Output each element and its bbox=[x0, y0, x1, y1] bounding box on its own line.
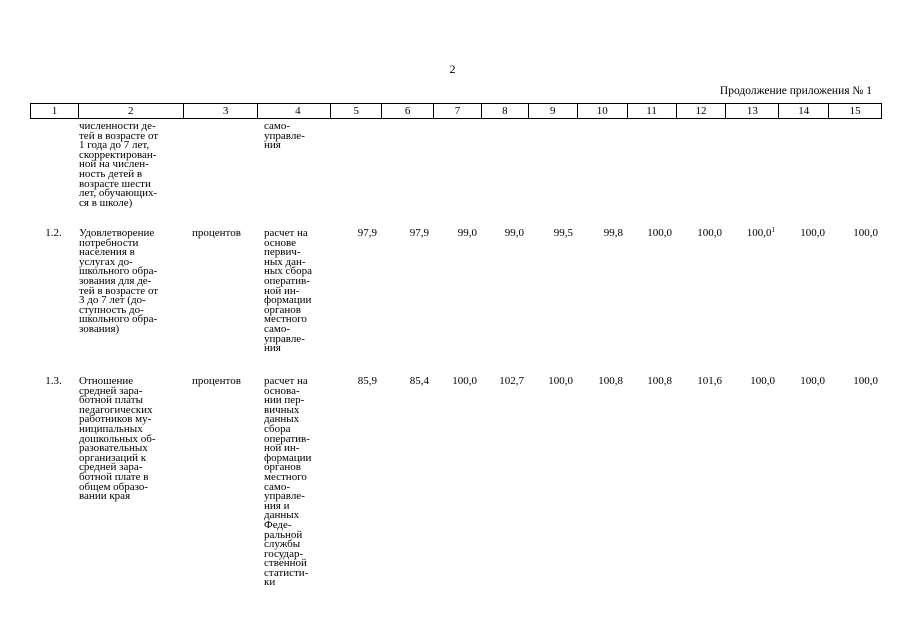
table-row bbox=[30, 377, 882, 597]
header-cell: 11 bbox=[627, 104, 676, 118]
value-cell: 100,0 bbox=[800, 227, 825, 239]
header-cell: 2 bbox=[78, 104, 183, 118]
header-cell: 9 bbox=[528, 104, 577, 118]
footnote-mark: 1 bbox=[771, 226, 775, 234]
value-cell: 100,8 bbox=[647, 375, 672, 387]
value-cell: 102,7 bbox=[499, 375, 524, 387]
value-cell: 100,0 bbox=[452, 375, 477, 387]
value-cell: 99,5 bbox=[553, 227, 573, 239]
unit: процентов bbox=[192, 227, 241, 239]
value-cell: 100,0 bbox=[548, 375, 573, 387]
indicators-table bbox=[30, 103, 882, 597]
value-cell bbox=[726, 226, 779, 373]
unit: процентов bbox=[192, 375, 241, 387]
row-number: 1.2. bbox=[45, 227, 62, 239]
value-cell: 97,9 bbox=[409, 227, 429, 239]
table-row bbox=[30, 226, 882, 373]
value-cell: 100,0 bbox=[853, 227, 878, 239]
value-cell: 100,0 bbox=[800, 375, 825, 387]
header-row bbox=[30, 103, 882, 119]
header-cell: 15 bbox=[828, 104, 881, 118]
value-cell: 99,0 bbox=[504, 227, 524, 239]
unit bbox=[182, 122, 257, 219]
value-cell: 100,0 bbox=[750, 375, 775, 387]
header-cell: 1 bbox=[51, 105, 58, 117]
header-cell: 12 bbox=[676, 104, 726, 118]
continuation-label: Продолжение приложения № 1 bbox=[719, 85, 872, 97]
indicator-name: Отношение средней зара- ботной платы педагогических работников му- ниципальных дошкольных об- разовательных организаций к средней зара- ботной плате в общем образо- вании края bbox=[79, 375, 156, 503]
method: само- управле- ния bbox=[264, 120, 305, 152]
header-cell: 14 bbox=[778, 104, 828, 118]
row-number bbox=[30, 122, 77, 219]
value-cell: 85,9 bbox=[357, 375, 377, 387]
header-cell: 7 bbox=[433, 104, 481, 118]
header-cell: 13 bbox=[725, 104, 778, 118]
row-number: 1.3. bbox=[45, 375, 62, 387]
value-cell: 99,0 bbox=[457, 227, 477, 239]
table-row bbox=[30, 122, 882, 219]
value-cell: 85,4 bbox=[409, 375, 429, 387]
header-cell: 6 bbox=[381, 104, 433, 118]
value-cell: 100,0 bbox=[697, 227, 722, 239]
value-cell: 100,8 bbox=[598, 375, 623, 387]
header-cell: 10 bbox=[577, 104, 627, 118]
method: расчет на основа- нии пер- вичных данных сбора оператив- ной ин- формации органов местного само- управле- ния и данных Феде- ральной службы государ- ственной статисти- ки bbox=[264, 375, 312, 589]
header-cell: 8 bbox=[481, 104, 528, 118]
header-cell: 4 bbox=[257, 104, 330, 118]
value-cell: 97,9 bbox=[357, 227, 377, 239]
indicator-name: Удовлетворение потребности населения в услугах до- школьного обра- зования для де- тей в возрасте от 3 до 7 лет (до- ступность до- школьного обра- зования) bbox=[79, 227, 159, 335]
value-cell: 100,0 bbox=[853, 375, 878, 387]
method: расчет на основе первич- ных дан- ных сбора оператив- ной ин- формации органов местного само- управле- ния bbox=[264, 227, 313, 355]
value-cell: 101,6 bbox=[697, 375, 722, 387]
value-cell: 100,0 bbox=[647, 227, 672, 239]
value-text: 100,0 bbox=[746, 227, 772, 239]
page-number: 2 bbox=[449, 62, 456, 76]
indicator-name: численности де- тей в возрасте от 1 года до 7 лет, скорректирован- ной на числен- ность детей в возрасте шести лет, обучающих- ся в школе) bbox=[79, 120, 159, 209]
header-cell: 5 bbox=[330, 104, 381, 118]
value-cell: 99,8 bbox=[603, 227, 623, 239]
header-cell: 3 bbox=[183, 104, 258, 118]
